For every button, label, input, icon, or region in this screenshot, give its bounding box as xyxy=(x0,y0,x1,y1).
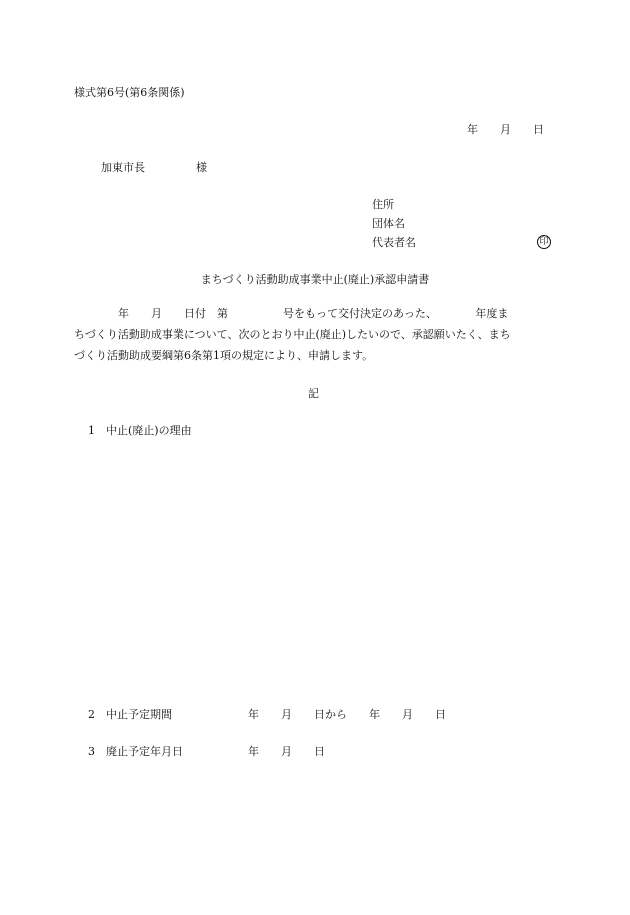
ki-heading: 記 xyxy=(308,387,319,400)
item-3-date-value: 年 月 日 xyxy=(248,745,325,758)
document-title: まちづくり活動助成事業中止(廃止)承認申請書 xyxy=(200,273,430,286)
applicant-org-label: 団体名 xyxy=(372,217,405,230)
applicant-address-label: 住所 xyxy=(372,198,394,211)
addressee-name: 加東市長 xyxy=(101,161,145,174)
body-paragraph xyxy=(74,303,554,366)
body-line-2: ちづくり活動助成事業について、次のとおり中止(廃止)したいので、承認願いたく、まち xyxy=(74,328,511,341)
item-3-number: 3 xyxy=(88,745,95,758)
form-number-label: 様式第6号(第6条関係) xyxy=(74,86,185,99)
item-2-label: 中止予定期間 xyxy=(106,708,172,721)
item-3-label: 廃止予定年月日 xyxy=(106,745,183,758)
item-2-number: 2 xyxy=(88,708,95,721)
body-line-1: 年 月 日付 第 号をもって交付決定のあった、 年度ま xyxy=(74,307,509,320)
application-date: 年 月 日 xyxy=(467,123,544,136)
item-2-period-value: 年 月 日から 年 月 日 xyxy=(248,708,446,721)
item-1-number: 1 xyxy=(88,424,95,437)
applicant-representative-label: 代表者名 xyxy=(372,236,416,249)
item-1-label: 中止(廃止)の理由 xyxy=(106,424,192,437)
seal-mark-icon: 印 xyxy=(537,235,551,249)
body-line-3: づくり活動助成要綱第6条第1項の規定により、申請します。 xyxy=(74,349,374,362)
addressee-honorific: 様 xyxy=(196,161,207,174)
